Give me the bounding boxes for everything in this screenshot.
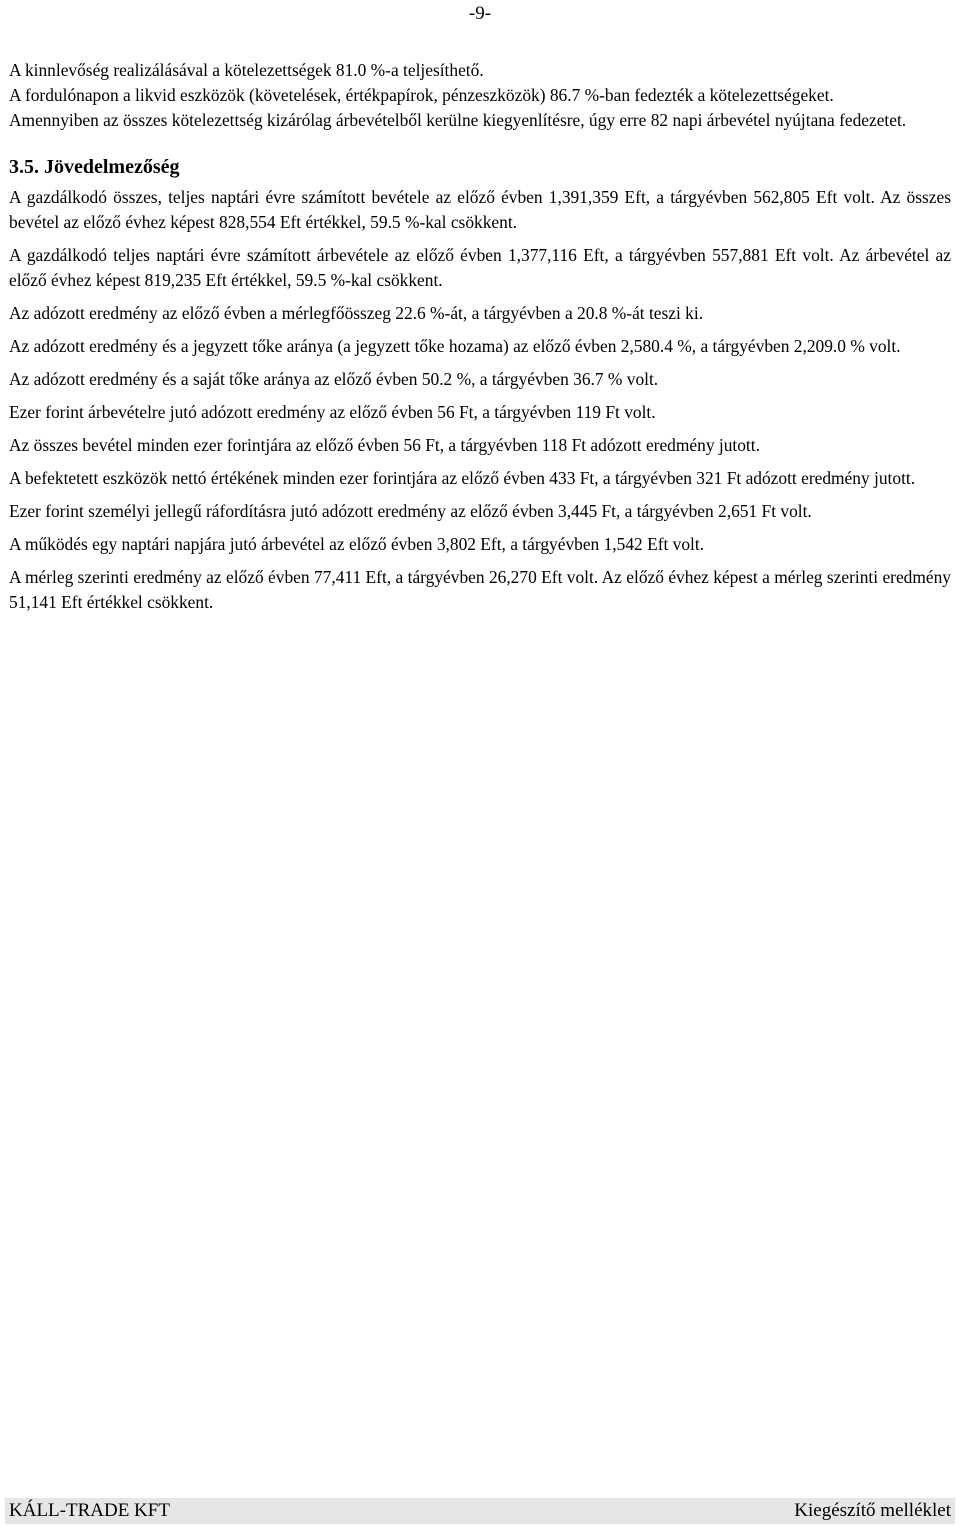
section-heading: 3.5. Jövedelmezőség	[9, 156, 180, 178]
page-footer	[5, 1498, 955, 1524]
section-paragraph: A mérleg szerinti eredmény az előző évben 77,411 Eft, a tárgyévben 26,270 Eft volt. Az előző évhez képest a mérleg szerinti eredmény 51,141 Eft értékkel csökkent.	[9, 567, 951, 612]
section-paragraph: Az összes bevétel minden ezer forintjára az előző évben 56 Ft, a tárgyévben 118 Ft adózott eredmény jutott.	[9, 435, 760, 455]
section-paragraph: Az adózott eredmény és a saját tőke aránya az előző évben 50.2 %, a tárgyévben 36.7 % volt.	[9, 369, 659, 389]
section-paragraph: A befektetett eszközök nettó értékének minden ezer forintjára az előző évben 433 Ft, a tárgyévben 321 Ft adózott eredmény jutott.	[9, 468, 916, 488]
intro-paragraph: A fordulónapon a likvid eszközök (követelések, értékpapírok, pénzeszközök) 86.7 %-ban fedezték a kötelezettségeket.	[9, 85, 834, 105]
document-body	[9, 58, 951, 615]
footer-document-label: Kiegészítő melléklet	[794, 1500, 951, 1521]
section-paragraph: Ezer forint személyi jellegű ráfordításra jutó adózott eredmény az előző évben 3,445 Ft, a tárgyévben 2,651 Ft volt.	[9, 501, 812, 521]
footer-company: KÁLL-TRADE KFT	[9, 1500, 170, 1521]
section-paragraph: Az adózott eredmény és a jegyzett tőke aránya (a jegyzett tőke hozama) az előző évben 2,580.4 %, a tárgyévben 2,209.0 % volt.	[9, 336, 901, 356]
section-paragraph: Ezer forint árbevételre jutó adózott eredmény az előző évben 56 Ft, a tárgyévben 119 Ft volt.	[9, 402, 656, 422]
intro-paragraph: Amennyiben az összes kötelezettség kizárólag árbevételből kerülne kiegyenlítésre, úgy erre 82 napi árbevétel nyújtana fedezetet.	[9, 110, 907, 130]
page-number: -9-	[468, 3, 492, 24]
section-paragraph: A gazdálkodó teljes naptári évre számított árbevétele az előző évben 1,377,116 Eft, a tárgyévben 557,881 Eft volt. Az árbevétel az előző évhez képest 819,235 Eft értékkel, 59.5 %-kal csökkent.	[9, 245, 951, 290]
section-paragraph: Az adózott eredmény az előző évben a mérlegfőösszeg 22.6 %-át, a tárgyévben a 20.8 %-át teszi ki.	[9, 303, 704, 323]
section-paragraph: A működés egy naptári napjára jutó árbevétel az előző évben 3,802 Eft, a tárgyévben 1,542 Eft volt.	[9, 534, 705, 554]
intro-paragraph: A kinnlevőség realizálásával a kötelezettségek 81.0 %-a teljesíthető.	[9, 60, 484, 80]
section-paragraph: A gazdálkodó összes, teljes naptári évre számított bevétele az előző évben 1,391,359 Eft, a tárgyévben 562,805 Eft volt. Az összes bevétel az előző évhez képest 828,554 Eft értékkel, 59.5 %-kal csökkent.	[9, 187, 951, 232]
